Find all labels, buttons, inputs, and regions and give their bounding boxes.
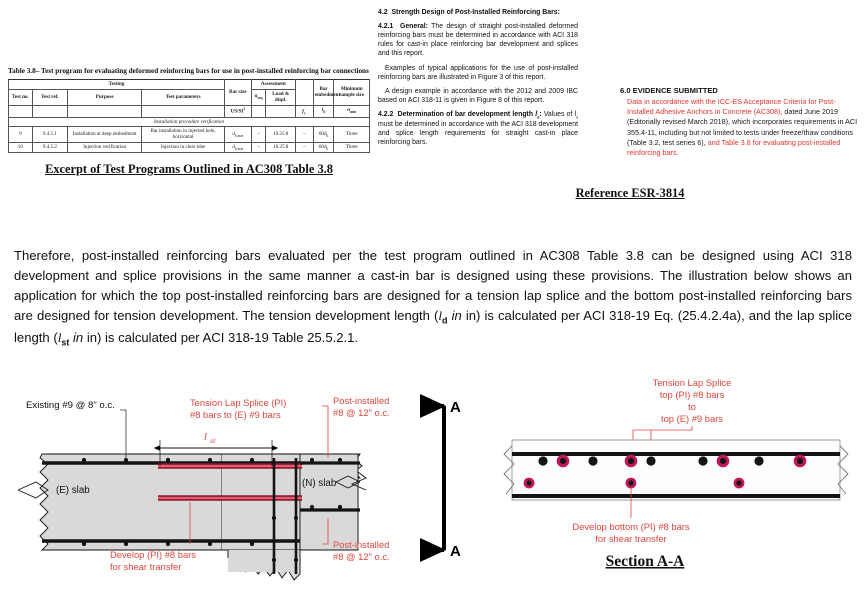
ac308-table-title: Table 3.8– Test program for evaluating deformed reinforcing bars for use in post-installed reinforcing bar connections (8, 67, 369, 75)
evidence-seg-1: Data in accordance with the ICC-ES Acceptance Criteria for Post-Installed Adhesive Anchors in Concrete (AC308), (627, 97, 836, 117)
cell-sample: Three (334, 127, 370, 143)
us-si-sup: 1 (243, 107, 246, 112)
ac308-test-program-table (8, 79, 370, 153)
cell-blank-4 (142, 105, 225, 117)
header-embedment-group (313, 80, 341, 105)
header-fc-sym (296, 105, 314, 117)
esr-422-rest: must be determined in accordance with the ACI 318 development and splice length requirements for straight cast-in place reinforcing bars. (378, 121, 578, 147)
existing-bar-leader (120, 410, 126, 460)
cell-test-ref: 9.4.5.1 (32, 127, 68, 143)
embed-sym: l (321, 107, 324, 114)
cell-fc: – (296, 127, 314, 143)
fc-sup: ' (305, 106, 307, 111)
embed-sym-sub: b (323, 110, 326, 115)
body-text-3: in) is calculated per ACI 318-19 Table 25.5.2.1. (83, 329, 359, 345)
evidence-submitted-block (620, 86, 860, 158)
embed-val: 60d (318, 143, 327, 150)
ac308-excerpt-caption: Excerpt of Test Programs Outlined in AC308 Table 3.8 (45, 162, 333, 177)
body-sym-ld-sub: d (442, 315, 448, 326)
label-develop-line1: Develop (PI) #8 bars (110, 549, 196, 560)
label-lap-splice-line1: Tension Lap Splice (PI) (190, 397, 287, 408)
body-sym-ld: l (438, 307, 443, 323)
cell-blank-2 (32, 105, 68, 117)
cell-test-ref: 9.4.5.2 (32, 142, 68, 153)
header-min-sample-group (334, 80, 370, 105)
label-n-slab: (N) slab (302, 478, 337, 489)
table-section-row (9, 117, 370, 126)
esr-section-42-block (378, 8, 578, 152)
header-min-sample-sym (334, 105, 370, 117)
right-section-aa-diagram (504, 378, 848, 570)
us-si-label: US/SI (230, 108, 244, 115)
label-pi-bottom-line1: Post-installed (333, 539, 390, 550)
bar-size-sub: b,min (234, 133, 244, 138)
evidence-body (620, 97, 860, 158)
label-e-slab: (E) slab (56, 485, 90, 496)
cell-blank-1 (9, 105, 33, 117)
cell-bar-size (225, 142, 252, 153)
header-alpha-seq (251, 89, 266, 105)
embed-val: 60d (318, 130, 327, 137)
evidence-seg-2: dated June 2019 (Editorially revised March 2018), which incorporates requirements in ACI 355.4-11, including but not limited to tests under freeze/thaw conditions (Table 3.2, test series 6), (627, 107, 858, 147)
cell-embed (313, 142, 334, 153)
dim-symbol-lst-sub: st (210, 438, 216, 445)
fc-sym: f (302, 108, 304, 115)
label-pi-top-line1: Post-installed (333, 395, 390, 406)
cell-test-no: 10 (9, 142, 33, 153)
left-elevation-diagram (18, 395, 461, 580)
esr-422-values: Values of l (543, 110, 576, 118)
bar-size-sym: d (232, 143, 235, 150)
section-row-label: Installation procedure verification (9, 117, 370, 126)
table-subheader-symbols (9, 105, 370, 117)
esr-para-examples: Examples of typical applications for the use of post-installed reinforcing bars are illustrated in Figure 3 of this report. (378, 64, 578, 81)
table-header-row-groups (9, 80, 370, 89)
cell-bar-size (225, 127, 252, 143)
min-sample-sym: n (347, 107, 351, 114)
label-existing-bar: Existing #9 @ 8" o.c. (26, 400, 115, 411)
body-sym-lst: l (57, 329, 62, 345)
header-fc-group (296, 80, 314, 105)
esr-heading-text: Strength Design of Post-Installed Reinforcing Bars: (391, 9, 560, 16)
body-text-1: Therefore, post-installed reinforcing bars evaluated per the test program outlined in AC308 Table 3.8 can be designed using ACI 318 development and splice provisions in the same manner a cast-in bar is designed using these provisions. The illustration below shows an application for which the top post-installed reinforcing bars are designed for a tension lap splice and the bottom post-installed reinforcing bars are designed for tension development. The tension development length ( (14, 248, 852, 323)
esr-422-symbol-sub: d (537, 115, 540, 120)
label-develop-line2: for shear transfer (110, 561, 182, 572)
beam-drop-fill (228, 550, 300, 572)
min-sample-sub: min (350, 110, 357, 115)
cell-parameters: Bar installation in injected hole, horizontal (142, 127, 225, 143)
esr-421-text: The design of straight post-installed deformed reinforcing bars must be determined in accordance with ACI 318 rules for cast-in place reinforcing bar development and splices and this report. (378, 23, 578, 58)
section-mark-top: A (450, 399, 461, 416)
esr-421-number: 4.2.1 (378, 23, 394, 31)
header-purpose: Purpose (68, 89, 142, 105)
embed-val-sub: b (326, 146, 329, 151)
cell-test-no: 9 (9, 127, 33, 143)
body-sym-lst-sub: st (61, 337, 70, 348)
cell-embed (313, 127, 334, 143)
table-row (9, 142, 370, 153)
header-test-ref: Test ref. (32, 89, 68, 105)
cell-blank-5 (251, 105, 266, 117)
section-label-line3: to (688, 401, 696, 412)
cell-fc: – (296, 142, 314, 153)
esr-422-ld-sub: d (576, 115, 578, 120)
header-embedment-label: Bar embedment (314, 86, 341, 99)
esr-para-422: 4.2.2 Determination of bar development length $l_d$: Values of $l_d$ must be determined in accordance with the ACI 318 development and splice length requirements for straight cast-in place reinforcing bars. (378, 110, 578, 147)
header-test-parameters: Test parameters (142, 89, 225, 105)
section-label-line1: Tension Lap Splice (652, 378, 732, 388)
cell-load-displ: 10.25.8 (266, 127, 296, 143)
section-develop-line2: for shear transfer (595, 533, 667, 544)
section-slab-outline (512, 440, 840, 500)
cell-load-displ: 10.25.8 (266, 142, 296, 153)
cell-parameters: Injection in clear tube (142, 142, 225, 153)
bar-size-sub: b,min (234, 146, 244, 151)
esr-para-421 (378, 22, 578, 58)
esr-para-design-example: A design example in accordance with the 2012 and 2009 IBC based on ACI 318-11 is given in Figure 8 of this report. (378, 87, 578, 104)
esr-heading-42 (378, 8, 578, 17)
header-load-displ: Load & displ. (266, 89, 296, 105)
section-develop-line1: Develop bottom (PI) #8 bars (572, 521, 690, 532)
section-aa-caption: Section A-A (605, 553, 685, 570)
header-bar-size-group (225, 80, 252, 105)
cell-alpha: – (251, 127, 266, 143)
section-label-line4: top (E) #9 bars (660, 413, 724, 424)
esr-422-symbol: l (535, 110, 538, 118)
new-slab-rect (300, 454, 358, 550)
alpha-sym: α (254, 93, 258, 100)
cell-alpha: – (251, 142, 266, 153)
figure-area (0, 378, 866, 590)
header-testing: Testing (9, 80, 225, 89)
ac308-table-block (8, 66, 370, 177)
esr-422-number: 4.2.2 (378, 110, 394, 118)
header-assessment: Assessment (251, 80, 295, 89)
header-test-no: Test no. (9, 89, 33, 105)
pi-top-leader (322, 406, 328, 458)
label-lap-splice-line2: #8 bars to (E) #9 bars (190, 409, 281, 420)
body-in-1: in (447, 307, 462, 323)
cell-blank-3 (68, 105, 142, 117)
header-bar-size-label: Bar size (229, 89, 247, 96)
label-pi-bottom-line2: #8 @ 12" o.c. (333, 551, 390, 562)
esr-reference-caption: Reference ESR-3814 (575, 186, 685, 200)
main-body-paragraph (14, 246, 852, 350)
table-row (9, 127, 370, 143)
section-label-line2: top (PI) #8 bars (659, 389, 725, 400)
cell-blank-6 (266, 105, 296, 117)
header-us-si-sym (225, 105, 252, 117)
cell-sample: Three (334, 142, 370, 153)
esr-422-bold: Determination of bar development length (397, 110, 534, 118)
label-pi-top-line2: #8 @ 12" o.c. (333, 407, 390, 418)
section-mark-bottom: A (450, 543, 461, 560)
esr-421-bold: General: (399, 23, 428, 31)
alpha-sub: seq (257, 96, 263, 101)
body-in-2: in (69, 329, 84, 345)
bar-size-sym: d (232, 130, 235, 137)
cell-purpose: Injection verification (68, 142, 142, 153)
body-text-2: in) is calculated per ACI 318-19 Eq. (25.4.2.4a), and the lap splice length ( (14, 307, 852, 345)
header-min-sample-label: Minimum sample size (339, 86, 364, 99)
dim-symbol-lst: l (204, 432, 207, 443)
cell-purpose: Installation at deep embedment (68, 127, 142, 143)
embed-val-sub: b (326, 133, 329, 138)
evidence-seg-3: and Table 3.8 for evaluating post-installed reinforcing bars. (627, 137, 841, 158)
esr-heading-number: 4.2 (378, 9, 388, 16)
fc-sub: c (303, 111, 306, 116)
evidence-title: 6.0 EVIDENCE SUBMITTED (620, 86, 718, 95)
esr-422-text-a (544, 111, 576, 118)
header-embed-sym (313, 105, 334, 117)
